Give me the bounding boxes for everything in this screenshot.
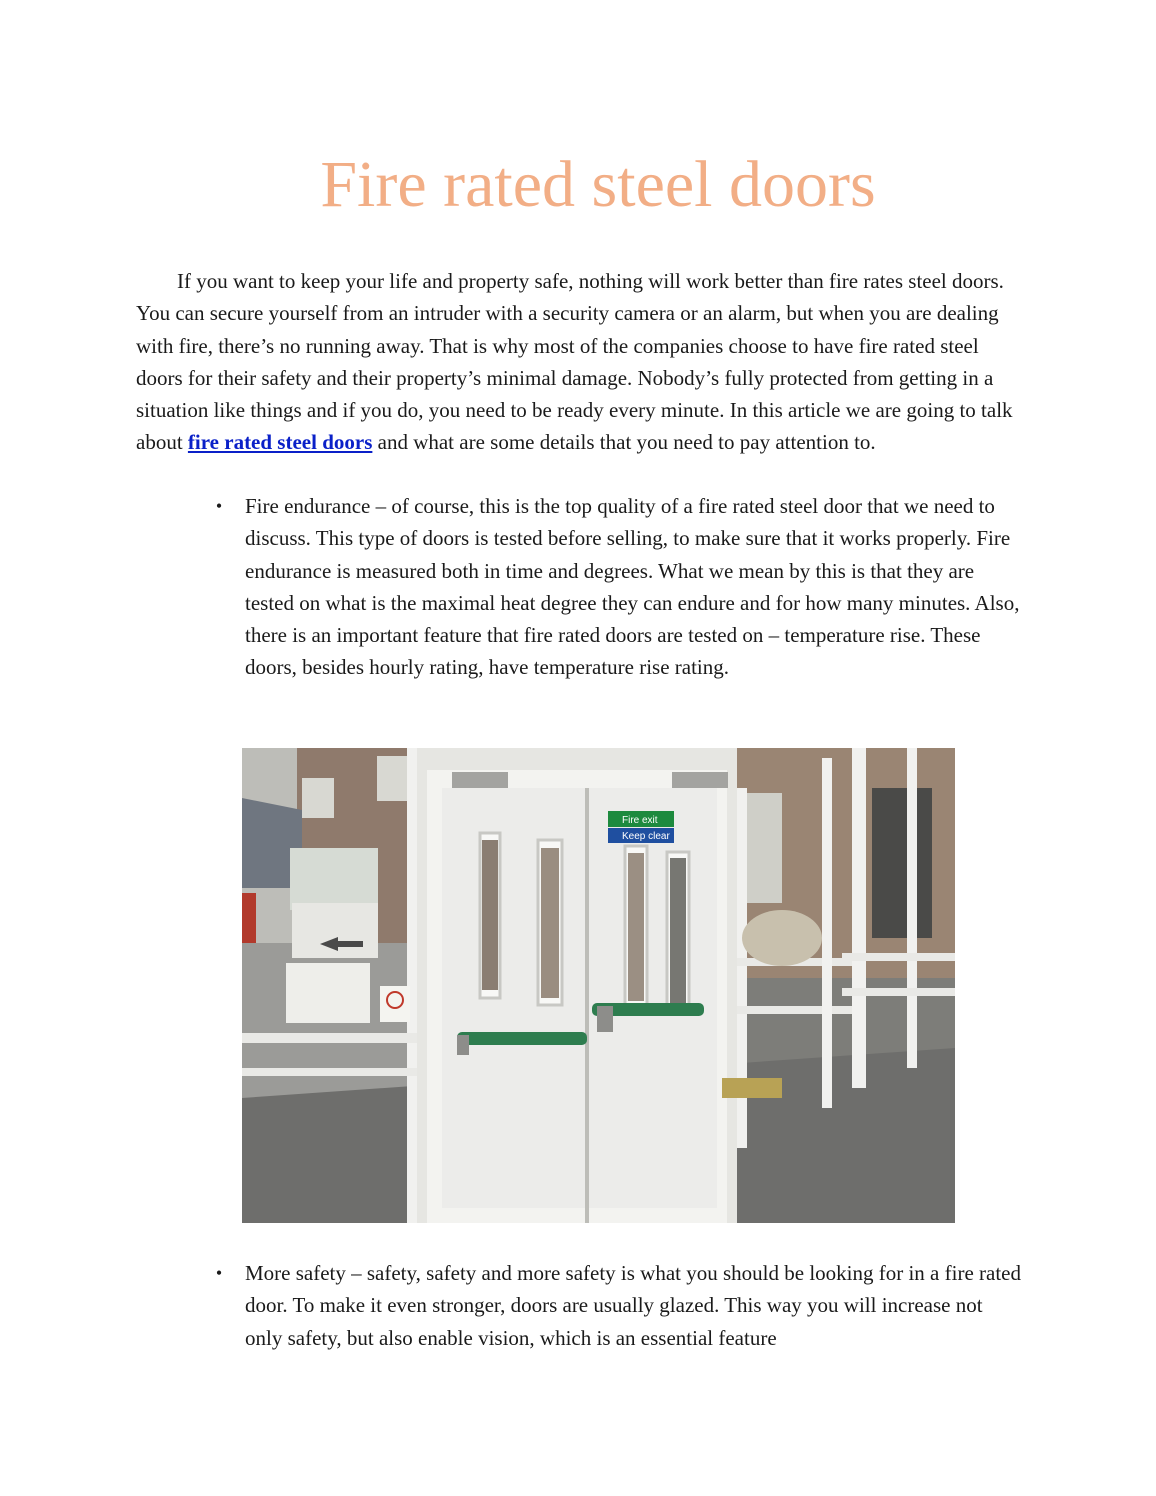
bullet-icon: • [215,496,223,516]
page-title: Fire rated steel doors [320,148,876,221]
intro-text-start: If you want to keep your life and property safe, nothing will work better than fire rates steel doors. You can secure yourself from an intruder with a security camera or an alarm, but when you are dealing with fire, there’s no running away. That is why most of the companies choose to have fire rated steel doors for their safety and their property’s minimal damage. Nobody’s fully protected from getting in a situation like things and if you do, you need to be ready every minute. In this article we are going to talk about [136,269,1013,455]
fire-exit-sign-text: Fire exit [622,815,658,826]
intro-text-end: and what are some details that you need to pay attention to. [372,430,876,455]
bullet-icon: • [215,1263,223,1283]
keep-clear-sign-text: Keep clear [622,831,670,842]
fire-door-photo [242,748,955,1223]
list-item [215,490,1025,684]
fire-rated-steel-doors-link[interactable]: fire rated steel doors [187,430,373,455]
list-item-text: Fire endurance – of course, this is the top quality of a fire rated steel door that we need to discuss. This type of doors is tested before selling, to make sure that it works properly. Fire endurance is measured both in time and degrees. What we mean by this is that they are tested on what is the maximal heat degree they can endure and for how many minutes. Also, there is an important feature that fire rated doors are tested on – temperature rise. These doors, besides hourly rating, have temperature rise rating. [245,494,1020,680]
intro-paragraph [136,265,1021,459]
list-item [215,1257,1025,1354]
list-item-text: More safety – safety, safety and more safety is what you should be looking for in a fire rated door. To make it even stronger, doors are usually glazed. This way you will increase not only safety, but also enable vision, which is an essential feature [245,1261,1021,1350]
